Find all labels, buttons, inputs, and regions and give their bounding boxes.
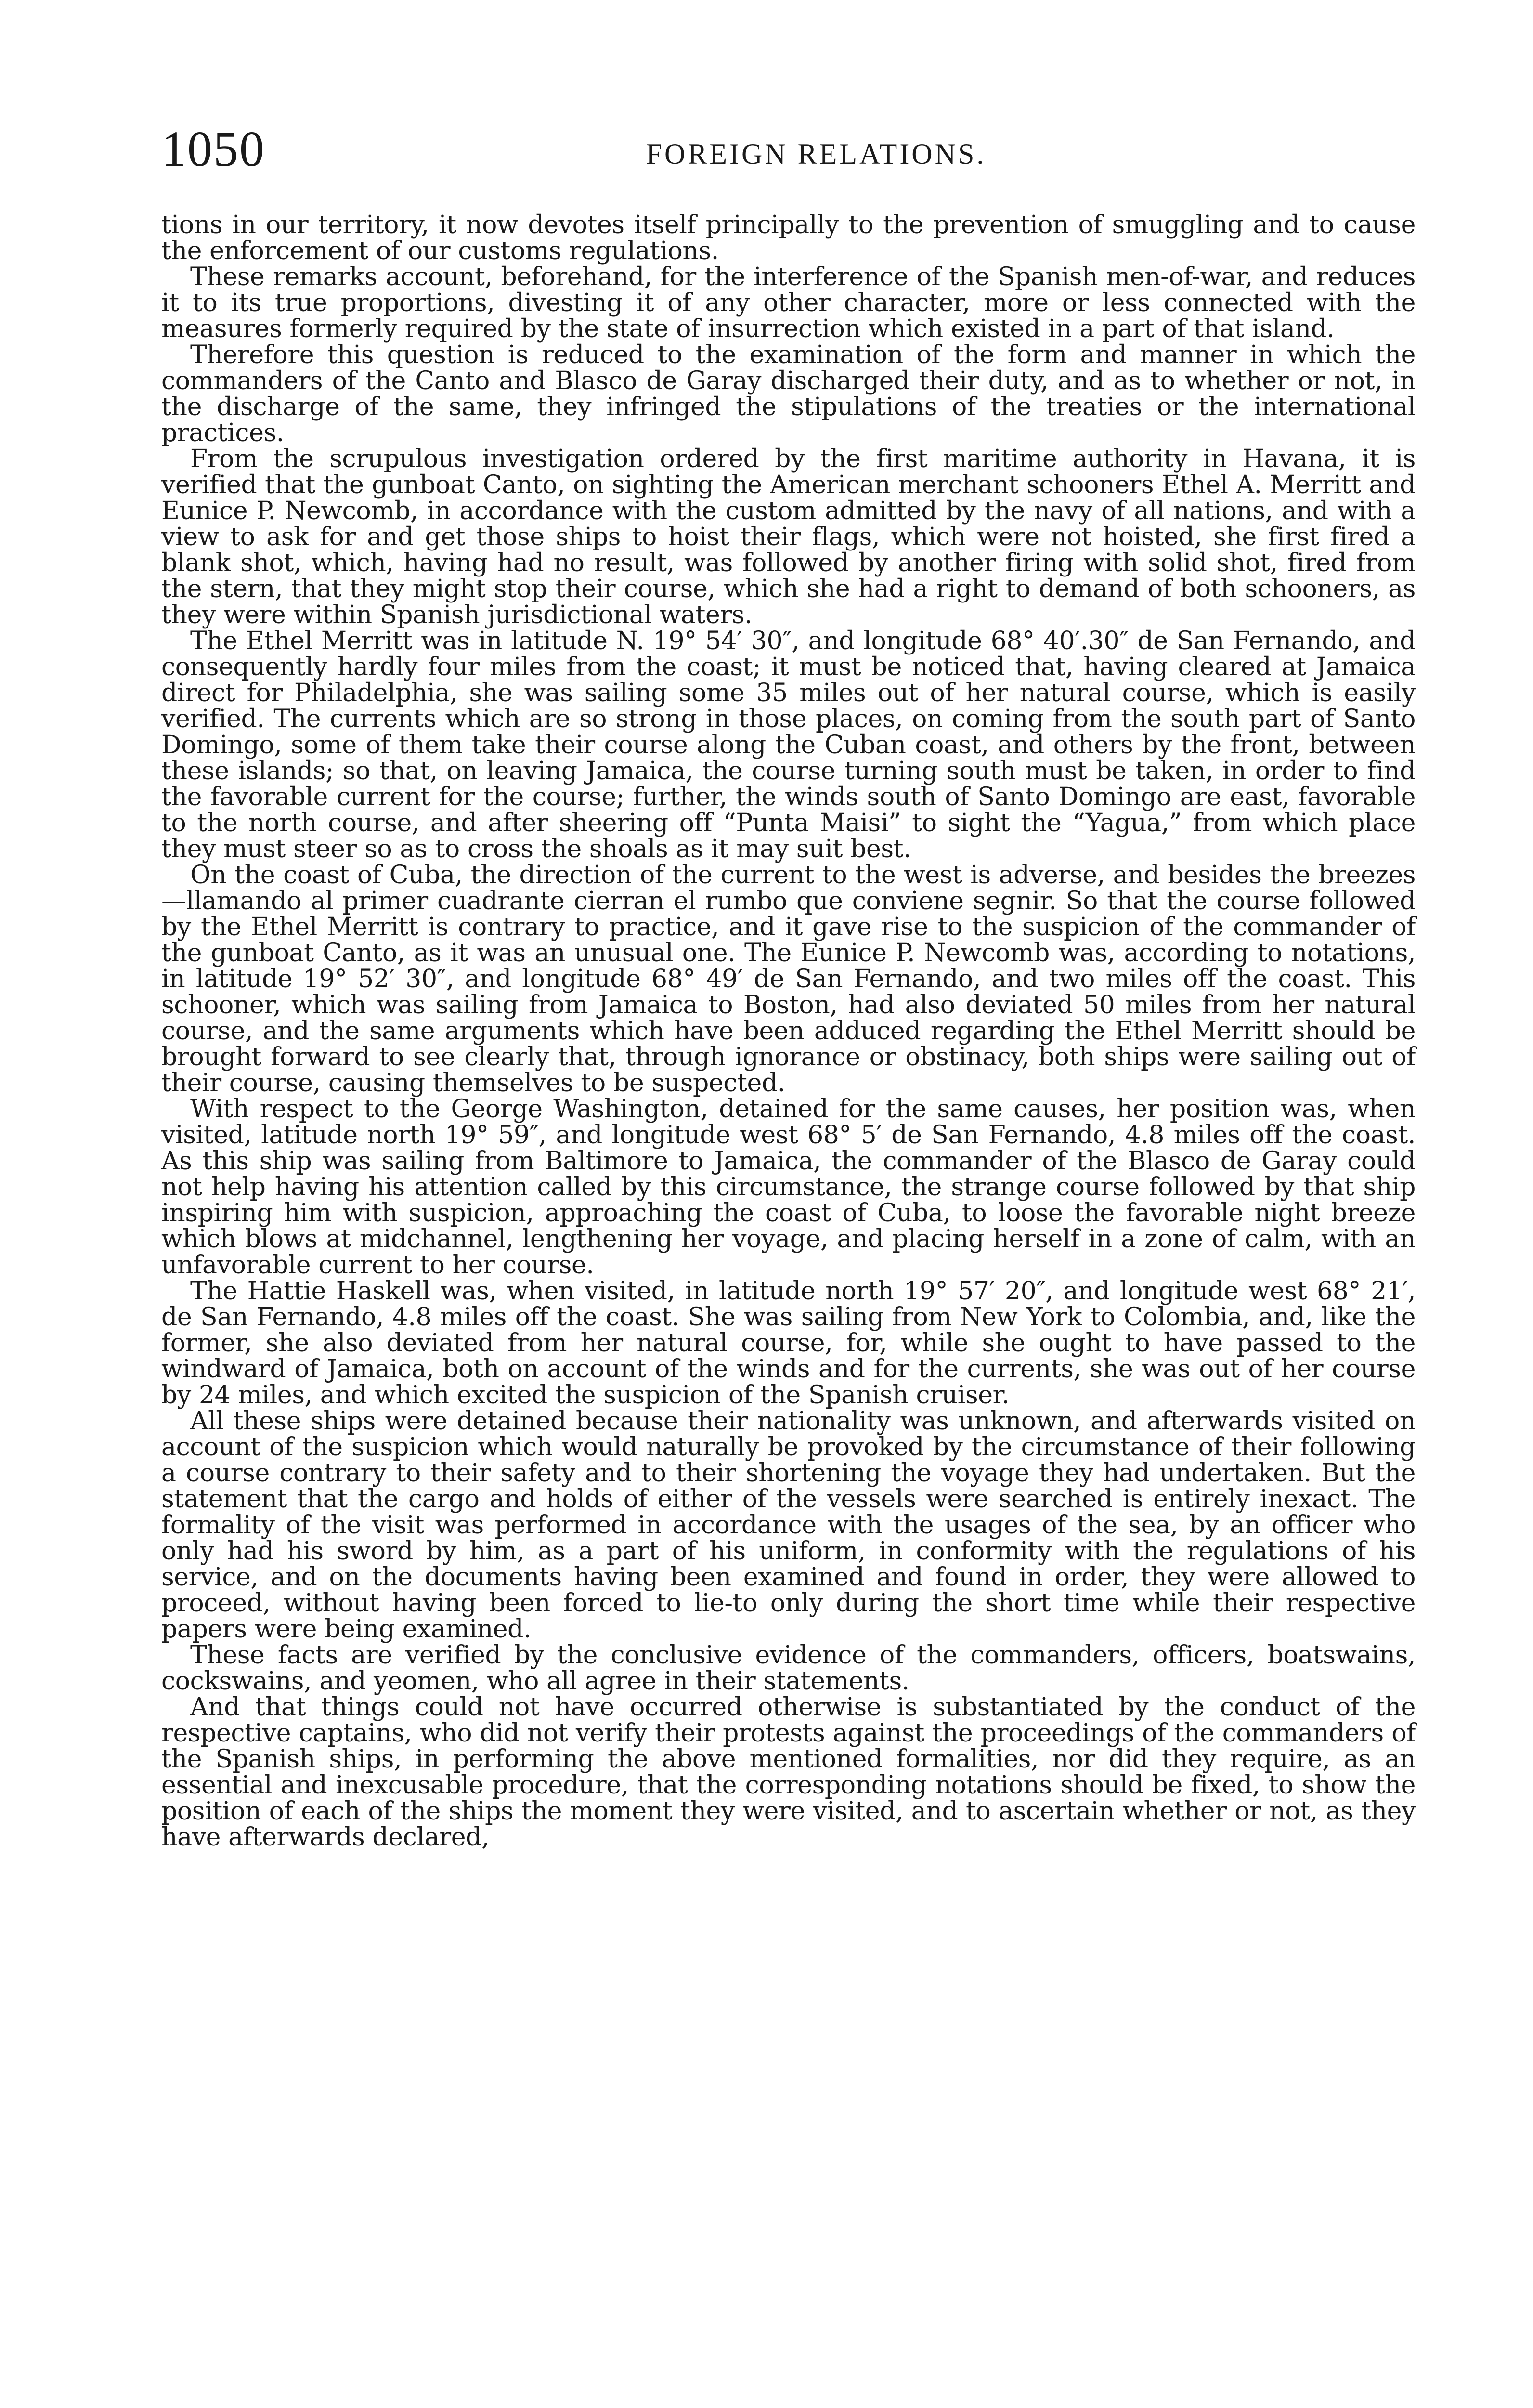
paragraph: On the coast of Cuba, the direction of the current to the west is adverse, and besides the breezes—llamando al primer cuadrante cierran el rumbo que conviene segnir. So that the course followed by the Ethel Merritt is contrary to practice, and it gave rise to the suspicion of the commander of the gunboat Canto, as it was an unusual one. The Eunice P. Newcomb was, according to notations, in latitude 19° 52′ 30″, and longitude 68° 49′ de San Fernando, and two miles off the coast. This schooner, which was sailing from Jamaica to Boston, had also deviated 50 miles from her natural course, and the same arguments which have been adduced regarding the Ethel Merritt should be brought forward to see clearly that, through ignorance or obstinacy, both ships were sailing out of their course, causing themselves to be suspected.: [161, 861, 1416, 1098]
paragraph: The Hattie Haskell was, when visited, in latitude north 19° 57′ 20″, and longitude west 68° 21′, de San Fernando, 4.8 miles off the coast. She was sailing from New York to Colombia, and, like the former, she also deviated from her natural course, for, while she ought to have passed to the windward of Jamaica, both on account of the winds and for the currents, she was out of her course by 24 miles, and which excited the suspicion of the Spanish cruiser.: [161, 1277, 1416, 1410]
paragraph: The Ethel Merritt was in latitude N. 19° 54′ 30″, and longitude 68° 40′.30″ de San Fernando, and consequently hardly four miles from the coast; it must be noticed that, having cleared at Jamaica direct for Philadelphia, she was sailing some 35 miles out of her natural course, which is easily verified. The currents which are so strong in those places, on coming from the south part of Santo Domingo, some of them take their course along the Cuban coast, and others by the front, between these islands; so that, on leaving Jamaica, the course turning south must be taken, in order to find the favorable current for the course; further, the winds south of Santo Domingo are east, favorable to the north course, and after sheering off “Punta Maisi” to sight the “Yagua,” from which place they must steer so as to cross the shoals as it may suit best.: [161, 627, 1416, 864]
paragraph: All these ships were detained because their nationality was unknown, and afterwards visited on account of the suspicion which would naturally be provoked by the circumstance of their following a course contrary to their safety and to their shortening the voyage they had undertaken. But the statement that the cargo and holds of either of the vessels were searched is entirely inexact. The formality of the visit was performed in accordance with the usages of the sea, by an officer who only had his sword by him, as a part of his uniform, in conformity with the regulations of his service, and on the documents having been examined and found in order, they were allowed to proceed, without having been forced to lie-to only during the short time while their respective papers were being examined.: [161, 1407, 1416, 1644]
running-title: FOREIGN RELATIONS.: [646, 138, 987, 170]
paragraph: And that things could not have occurred otherwise is substantiated by the conduct of the respective captains, who did not verify their protests against the proceedings of the commanders of the Spanish ships, in performing the above mentioned formalities, nor did they require, as an essential and inexcusable procedure, that the corresponding notations should be fixed, to show the position of each of the ships the moment they were visited, and to ascertain whether or not, as they have afterwards declared,: [161, 1693, 1416, 1852]
paragraph: Therefore this question is reduced to the examination of the form and manner in which the commanders of the Canto and Blasco de Garay discharged their duty, and as to whether or not, in the discharge of the same, they infringed the stipulations of the treaties or the international practices.: [161, 340, 1416, 447]
page-header: [161, 120, 1413, 183]
paragraph: These facts are verified by the conclusive evidence of the commanders, officers, boatswains, cockswains, and yeomen, who all agree in their statements.: [161, 1641, 1416, 1696]
paragraph: These remarks account, beforehand, for the interference of the Spanish men-of-war, and reduces it to its true proportions, divesting it of any other character, more or less connected with the measures formerly required by the state of insurrection which existed in a part of that island.: [161, 262, 1416, 343]
paragraph: From the scrupulous investigation ordered by the first maritime authority in Havana, it is verified that the gunboat Canto, on sighting the American merchant schooners Ethel A. Merritt and Eunice P. Newcomb, in accordance with the custom admitted by the navy of all nations, and with a view to ask for and get those ships to hoist their flags, which were not hoisted, she first fired a blank shot, which, having had no result, was followed by another firing with solid shot, fired from the stern, that they might stop their course, which she had a right to demand of both schooners, as they were within Spanish jurisdictional waters.: [161, 445, 1416, 629]
paragraph: With respect to the George Washington, detained for the same causes, her position was, when visited, latitude north 19° 59″, and longitude west 68° 5′ de San Fernando, 4.8 miles off the coast. As this ship was sailing from Baltimore to Jamaica, the commander of the Blasco de Garay could not help having his attention called by this circumstance, the strange course followed by that ship inspiring him with suspicion, approaching the coast of Cuba, to loose the favorable night breeze which blows at midchannel, lengthening her voyage, and placing herself in a zone of calm, with an unfavorable current to her course.: [161, 1095, 1416, 1280]
paragraph: tions in our territory, it now devotes itself principally to the prevention of smuggling and to cause the enforcement of our customs regulations.: [161, 210, 1416, 265]
page-number: 1050: [161, 121, 265, 177]
body-text: [161, 212, 1416, 1850]
